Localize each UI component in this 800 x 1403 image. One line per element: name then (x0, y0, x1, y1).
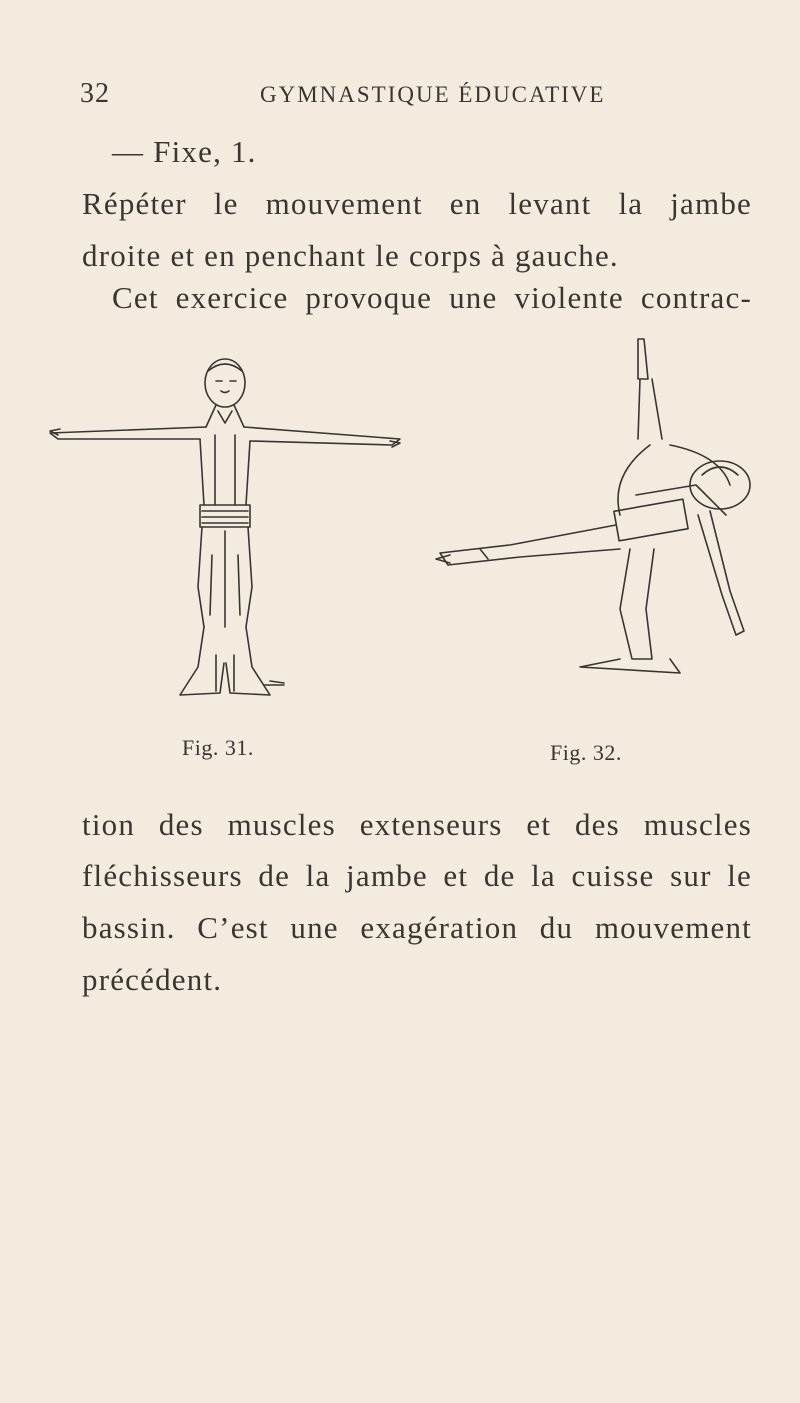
text-line: Cet exercice provoque une violente contrac- (112, 280, 752, 315)
text-line: bassin. C’est une exagération du mouvement (82, 910, 752, 945)
page-header (80, 78, 780, 118)
page-number: 32 (80, 78, 110, 109)
figure-31-caption: Fig. 31. (182, 735, 254, 760)
figure-31-illustration (40, 355, 410, 735)
running-title: GYMNASTIQUE ÉDUCATIVE (260, 82, 606, 107)
figure-32-illustration (420, 335, 770, 715)
text-line-fixe: — Fixe, 1. (112, 134, 257, 169)
figure-32-caption: Fig. 32. (550, 740, 622, 765)
text-line: tion des muscles extenseurs et des muscles (82, 807, 752, 842)
text-line: droite et en penchant le corps à gauche. (82, 238, 619, 273)
text-line: Répéter le mouvement en levant la jambe (82, 186, 752, 221)
text-line: fléchisseurs de la jambe et de la cuisse sur le (82, 858, 752, 893)
text-line: précédent. (82, 962, 223, 997)
